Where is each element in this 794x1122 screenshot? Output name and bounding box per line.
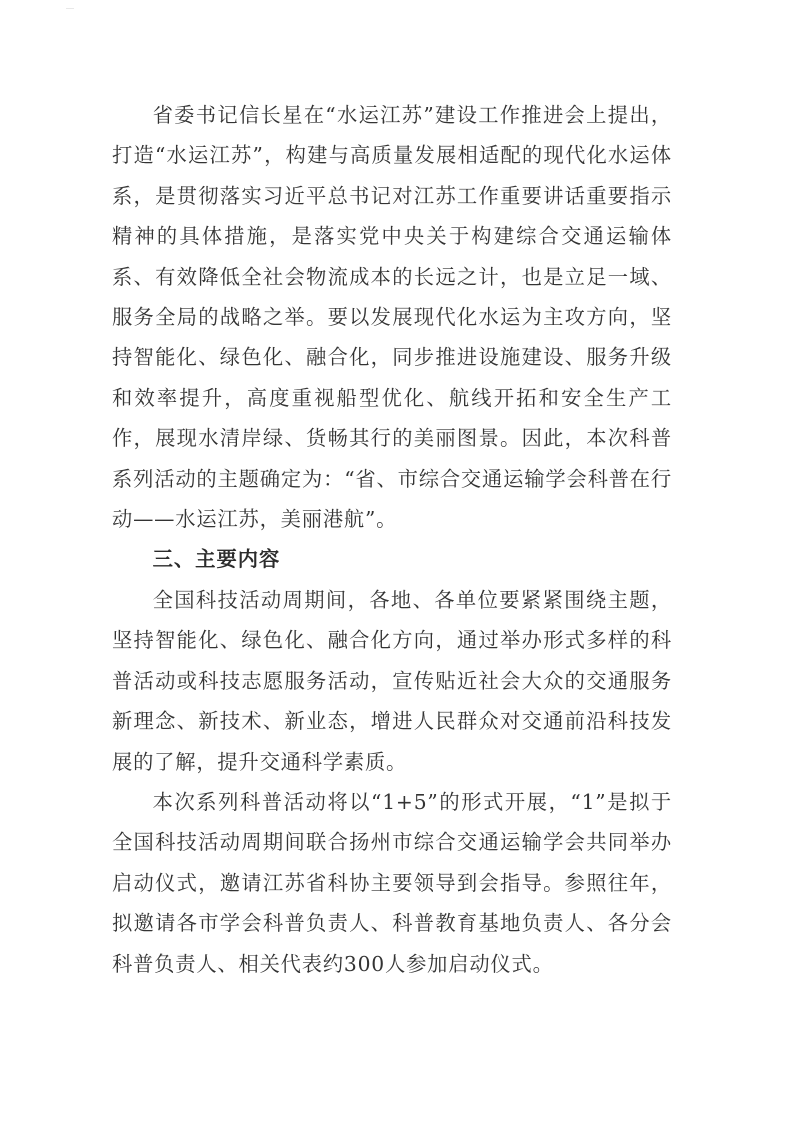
document-body: [112, 95, 672, 984]
intro-paragraph: 省委书记信长星在“水运江苏”建设工作推进会上提出，打造“水运江苏”，构建与高质量发展相适配的现代化水运体系，是贯彻落实习近平总书记对江苏工作重要讲话重要指示精神的具体措施，是落实党中央关于构建综合交通运输体系、有效降低全社会物流成本的长远之计，也是立足一域、服务全局的战略之举。要以发展现代化水运为主攻方向，坚持智能化、绿色化、融合化，同步推进设施建设、服务升级和效率提升，高度重视船型优化、航线开拓和安全生产工作，展现水清岸绿、货畅其行的美丽图景。因此，本次科普系列活动的主题确定为：“省、市综合交通运输学会科普在行动——水运江苏，美丽港航”。: [112, 103, 672, 532]
scan-mark: [66, 8, 74, 13]
section-heading: 三、主要内容: [152, 547, 281, 572]
section-paragraph-1: 全国科技活动周期间，各地、各单位要紧紧围绕主题，坚持智能化、绿色化、融合化方向，通过举办形式多样的科普活动或科技志愿服务活动，宣传贴近社会大众的交通服务新理念、新技术、新业态，增进人民群众对交通前沿科技发展的了解，提升交通科学素质。: [112, 587, 672, 774]
section-paragraph-2: 本次系列科普活动将以“1+5”的形式开展，“1”是拟于全国科技活动周期间联合扬州市综合交通运输学会共同举办启动仪式，邀请江苏省科协主要领导到会指导。参照往年，拟邀请各市学会科普负责人、科普教育基地负责人、各分会科普负责人、相关代表约300人参加启动仪式。: [112, 789, 672, 976]
